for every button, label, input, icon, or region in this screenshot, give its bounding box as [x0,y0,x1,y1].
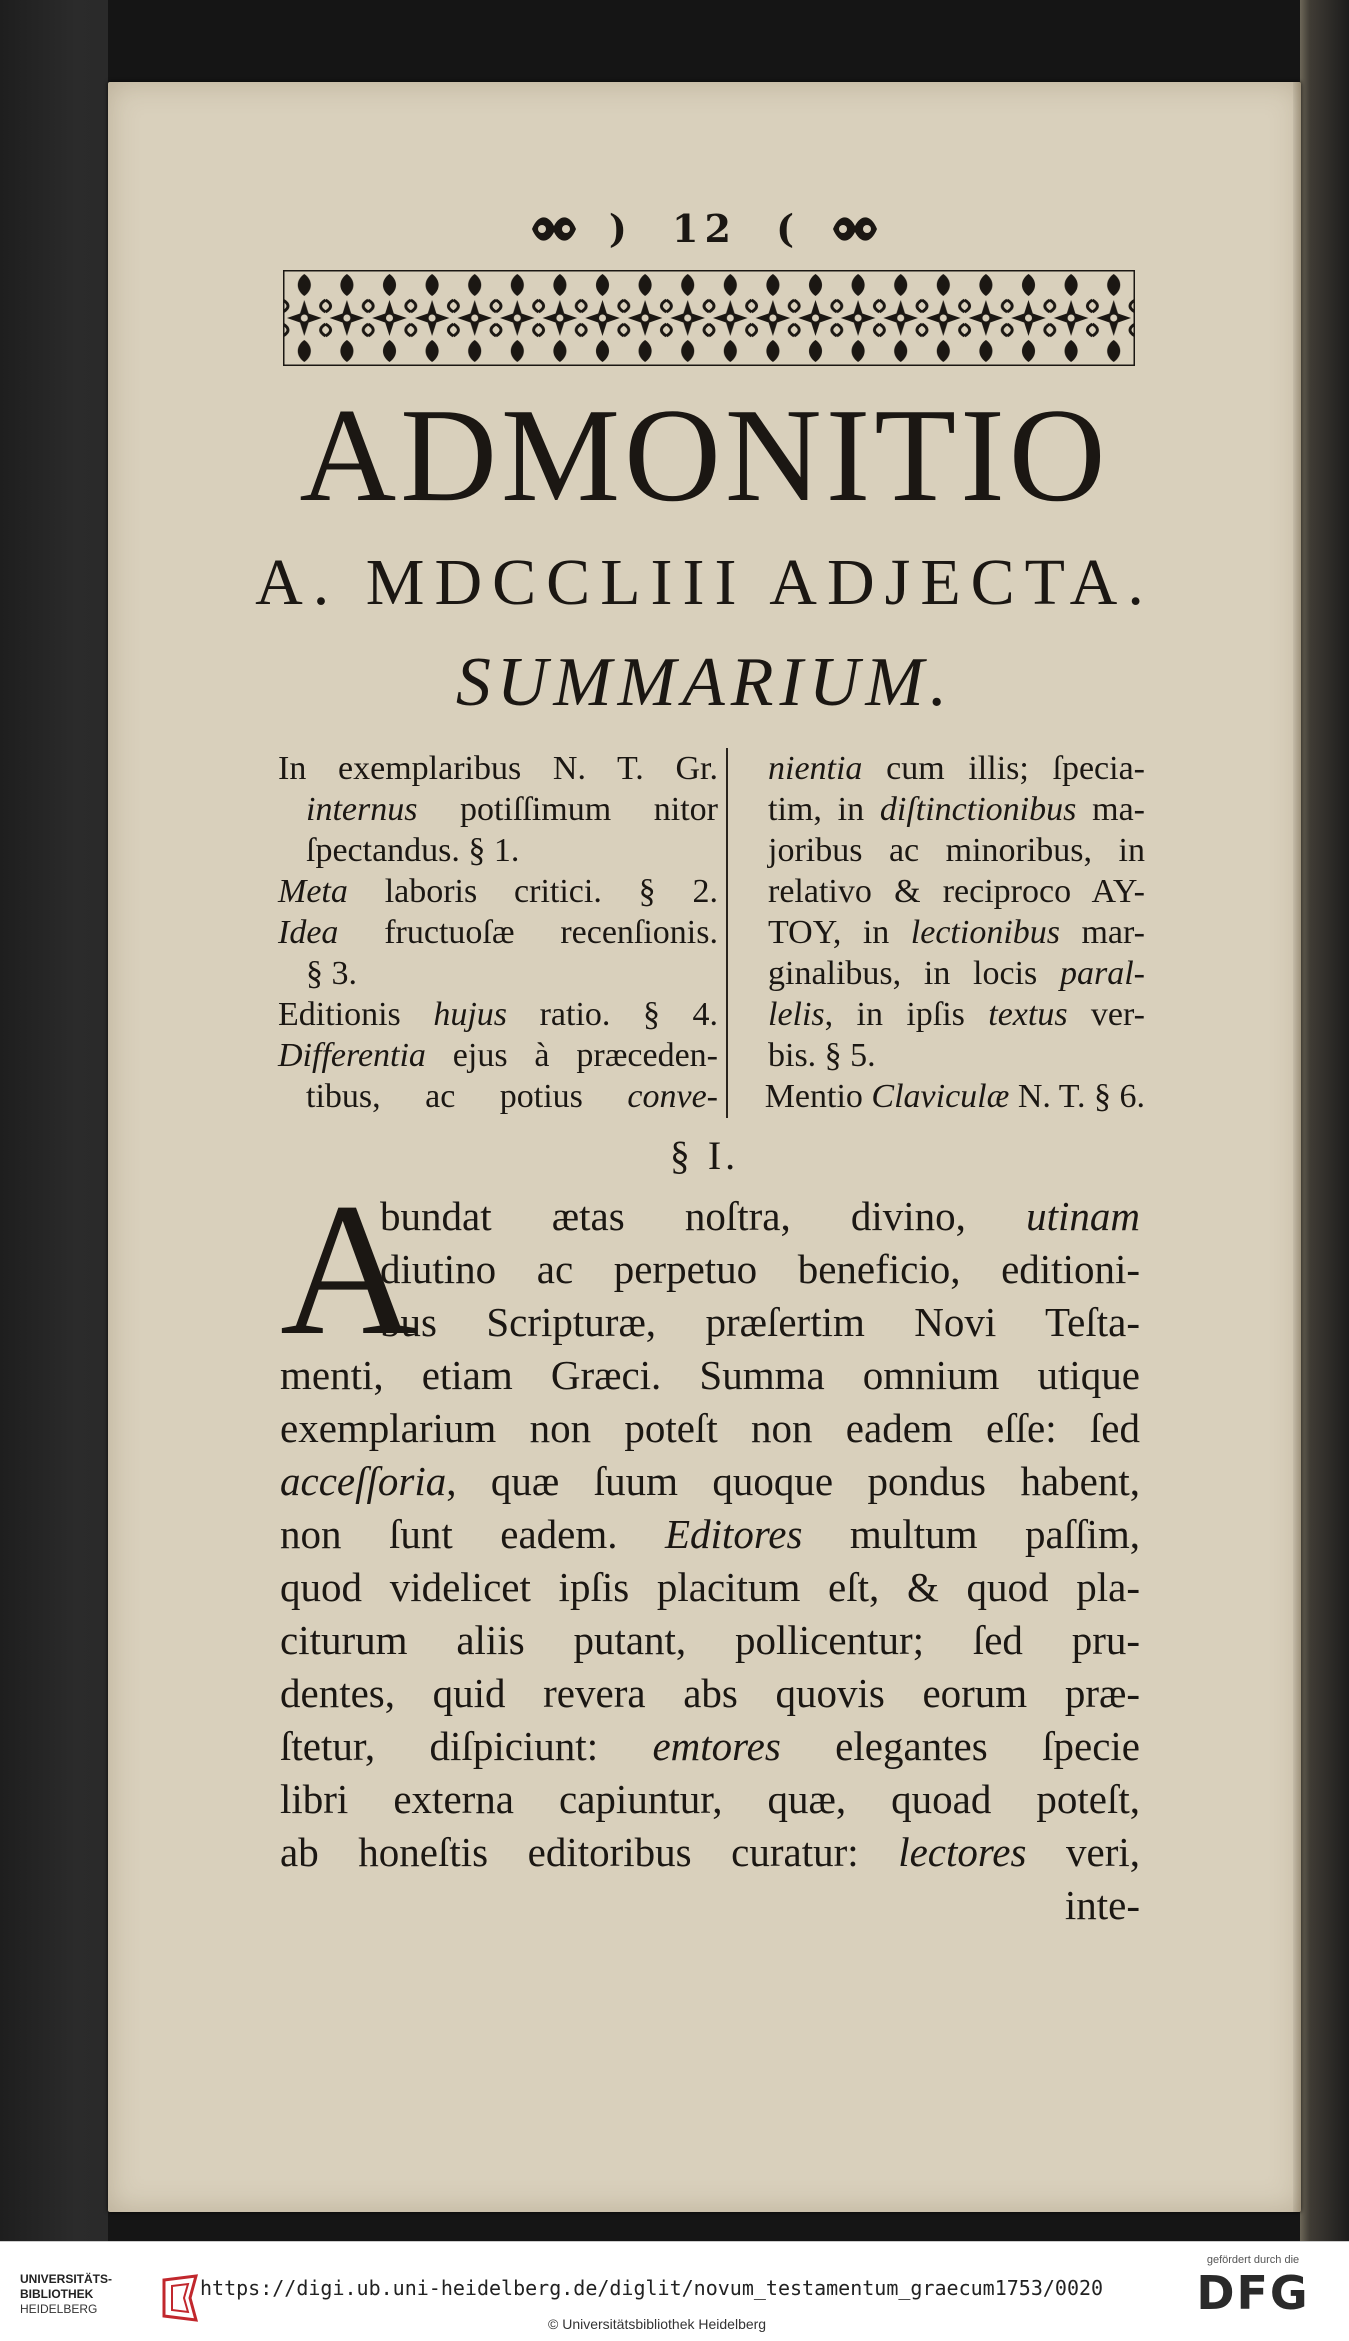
summary-line [278,1076,718,1117]
text-run: ab honeſtis editoribus curatur: [280,1829,899,1875]
summary-line [740,994,1145,1035]
text-run: , in ipſis [824,996,989,1033]
summary-line [278,953,718,994]
text-run: ginalibus, in locis [768,955,1060,992]
summary-line [278,789,718,830]
text-run: Editionis [278,996,434,1033]
decorative-headband [283,270,1135,366]
summary-line [740,953,1145,994]
italic-text: lelis [768,996,825,1033]
text-run: exemplarium non poteſt non eadem eſſe: ſed [280,1405,1140,1451]
text-run: joribus ac minoribus, in [768,832,1145,869]
italic-text: emtores [652,1723,781,1769]
summary-line [740,830,1145,871]
text-run: ejus à præceden- [425,1037,718,1074]
summary-line [740,789,1145,830]
library-logo-line3: HEIDELBERG [20,2302,98,2316]
text-run: ſpectandus. § 1. [306,832,520,869]
catchword: inte- [1064,1882,1140,1928]
italic-text: Claviculæ [871,1078,1010,1115]
scanned-page [108,82,1301,2212]
summary-line [740,871,1145,912]
italic-text: Differentia [278,1037,426,1074]
summary-right-column [740,748,1145,1117]
body-line [280,1773,1140,1826]
text-run: dentes, quid revera abs quovis eorum præ- [280,1670,1140,1716]
scan-background-right [1300,0,1349,2241]
text-run: bundat ætas noſtra, divino, [380,1193,1027,1239]
text-run: elegantes ſpecie [780,1723,1140,1769]
text-run: ver- [1067,996,1145,1033]
text-run: § 3. [306,955,357,992]
text-run: non ſunt eadem. [280,1511,665,1557]
library-logo-line2: BIBLIOTHEK [20,2287,94,2301]
library-emblem-icon [156,2272,204,2324]
page-number: 12 [672,206,737,251]
body-line [280,1720,1140,1773]
text-run: veri, [1026,1829,1140,1875]
body-line [280,1508,1140,1561]
text-run: citurum aliis putant, pollicentur; ſed pru- [280,1617,1140,1663]
right-ornament-icon [829,208,881,250]
text-run: bis. § 5. [768,1037,876,1074]
body-line [280,1667,1140,1720]
text-run: , quæ ſuum quoque pondus habent, [446,1458,1140,1504]
text-run: bus Scripturæ, præſertim Novi Teſta- [380,1299,1140,1345]
italic-text: utinam [1026,1193,1140,1239]
text-run: ratio. § 4. [507,996,718,1033]
summary-line [278,871,718,912]
left-ornament-icon [528,208,580,250]
scan-background-left [0,0,108,2241]
italic-text: Idea [278,914,339,951]
summary-line [740,748,1145,789]
funded-by-label: gefördert durch die [1206,2254,1300,2266]
italic-text: paral- [1060,955,1145,992]
text-run: mar- [1060,914,1145,951]
page-title: ADMONITIO [299,381,1110,529]
text-run: ma- [1076,791,1145,828]
body-line [280,1826,1140,1879]
summary-line [740,1076,1145,1117]
text-run: cum illis; ſpecia- [862,750,1145,787]
summary-line [278,1035,718,1076]
funding-notice[interactable] [1183,2254,1323,2320]
summary-line [740,1035,1145,1076]
text-run: fructuoſæ recenſionis. [338,914,718,951]
page-subtitle: A. MDCCLIII ADJECTA. [255,546,1154,619]
italic-text: acceſſoria [280,1458,447,1504]
body-text [280,1165,1140,1932]
drop-cap: A [280,1165,418,1375]
text-run: multum paſſim, [802,1511,1140,1557]
body-line [280,1402,1140,1455]
summary-line [740,912,1145,953]
summary-line [278,912,718,953]
italic-text: diſtinctionibus [879,791,1077,828]
running-head [108,202,1301,251]
body-line [280,1614,1140,1667]
summary-left-column [278,748,718,1117]
text-run: N. T. § 6. [1009,1078,1145,1115]
running-head-paren-right: ( [776,206,801,251]
summary-line [278,748,718,789]
body-line [280,1561,1140,1614]
text-run: Mentio [764,1078,872,1115]
text-run: laboris critici. § 2. [347,873,718,910]
italic-text: lectores [898,1829,1027,1875]
permalink-url[interactable]: https://digi.ub.uni-heidelberg.de/diglit/novum_testamentum_graecum1753/0020 [200,2276,1104,2300]
dfg-logo: DFG [1196,2266,1310,2320]
text-run: tim, in [768,791,880,828]
italic-text: Meta [278,873,348,910]
library-logo-line1: UNIVERSITÄTS- [20,2272,113,2286]
running-head-paren-left: ) [608,206,633,251]
text-run: quod videlicet ipſis placitum eſt, & quod pla- [280,1564,1140,1610]
summary-line [278,830,718,871]
column-divider [726,748,728,1118]
italic-text: internus [306,791,418,828]
italic-text: Editores [665,1511,803,1557]
text-run: diutino ac perpetuo beneficio, editioni- [380,1246,1140,1292]
viewer-footer [0,2241,1349,2341]
text-run: tibus, ac potius [306,1078,628,1115]
italic-text: conve- [627,1078,718,1115]
text-run: In exemplaribus N. T. Gr. [278,750,718,787]
summary-heading: SUMMARIUM. [455,644,954,721]
text-run: relativo & reciproco AY- [768,873,1145,910]
library-logo[interactable] [20,2272,190,2324]
italic-text: lectionibus [910,914,1060,951]
summary-line [278,994,718,1035]
text-run: TOY, in [768,914,911,951]
body-line [280,1455,1140,1508]
copyright-notice: © Universitätsbibliothek Heidelberg [548,2316,767,2332]
text-run: libri externa capiuntur, quæ, quoad poteſt, [280,1776,1140,1822]
section-heading: § I. [669,1133,740,1178]
text-run: potiſſimum nitor [417,791,718,828]
italic-text: textus [988,996,1068,1033]
italic-text: nientia [768,750,863,787]
text-run: menti, etiam Græci. Summa omnium utique [280,1352,1140,1398]
text-run: ſtetur, diſpiciunt: [280,1723,653,1769]
italic-text: hujus [433,996,508,1033]
